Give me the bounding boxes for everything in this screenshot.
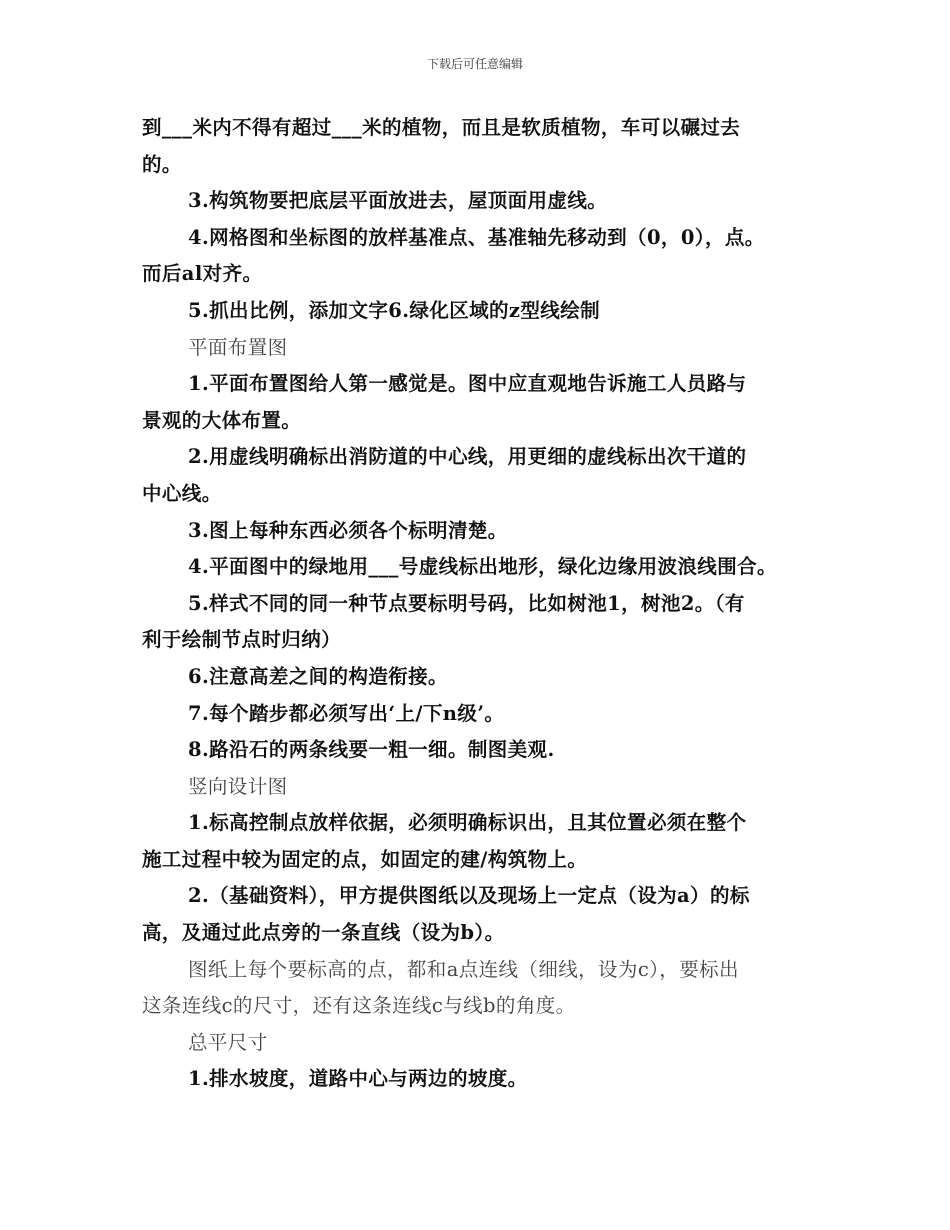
text-line: 施工过程中较为固定的点，如固定的建/构筑物上。 bbox=[142, 847, 588, 871]
text-line: 8.路沿石的两条线要一粗一细。制图美观. bbox=[188, 738, 555, 762]
text-line: 高，及通过此点旁的一条直线（设为b）。 bbox=[142, 921, 505, 945]
text-line: 中心线。 bbox=[142, 481, 222, 505]
text-line: 1.标高控制点放样依据，必须明确标识出，且其位置必须在整个 bbox=[188, 811, 747, 835]
text-line: 3.构筑物要把底层平面放进去，屋顶面用虚线。 bbox=[188, 189, 608, 213]
page-header: 下载后可任意编辑 bbox=[426, 57, 523, 71]
document-body bbox=[142, 110, 814, 1098]
text-line: 5.样式不同的同一种节点要标明号码，比如树池1，树池2。（有 bbox=[188, 591, 745, 615]
text-line: 6.注意高差之间的构造衔接。 bbox=[188, 664, 448, 688]
text-line: 5.抓出比例，添加文字6.绿化区域的z型线绘制 bbox=[188, 298, 600, 322]
text-line: 利于绘制节点时归纳） bbox=[142, 628, 342, 652]
section-heading-line: 这条连线c的尺寸，还有这条连线c与线b的角度。 bbox=[142, 994, 576, 1018]
section-heading-line: 竖向设计图 bbox=[188, 774, 288, 798]
text-line: 2.用虚线明确标出消防道的中心线，用更细的虚线标出次干道的 bbox=[188, 445, 747, 469]
text-line: 2.（基础资料），甲方提供图纸以及现场上一定点（设为a）的标 bbox=[188, 884, 750, 908]
text-line: 景观的大体布置。 bbox=[142, 408, 302, 432]
text-line: 而后al对齐。 bbox=[142, 262, 263, 286]
text-line: 7.每个踏步都必须写出‘上/下n级’。 bbox=[188, 701, 505, 725]
section-heading-line: 总平尺寸 bbox=[188, 1030, 268, 1054]
text-line: 1.平面布置图给人第一感觉是。图中应直观地告诉施工人员路与 bbox=[188, 372, 747, 396]
text-line: 1.排水坡度，道路中心与两边的坡度。 bbox=[188, 1067, 528, 1091]
text-line: 4.网格图和坐标图的放样基准点、基准轴先移动到（0，0），点。 bbox=[188, 225, 765, 249]
text-line: 4.平面图中的绿地用___号虚线标出地形，绿化边缘用波浪线围合。 bbox=[188, 555, 777, 579]
text-line: 的。 bbox=[142, 152, 182, 176]
section-heading-line: 图纸上每个要标高的点，都和a点连线（细线，设为c），要标出 bbox=[188, 957, 739, 981]
text-line: 到___米内不得有超过___米的植物，而且是软质植物，车可以碾过去 bbox=[142, 116, 741, 139]
section-heading-line: 平面布置图 bbox=[188, 335, 288, 359]
text-line: 3.图上每种东西必须各个标明清楚。 bbox=[188, 518, 508, 542]
